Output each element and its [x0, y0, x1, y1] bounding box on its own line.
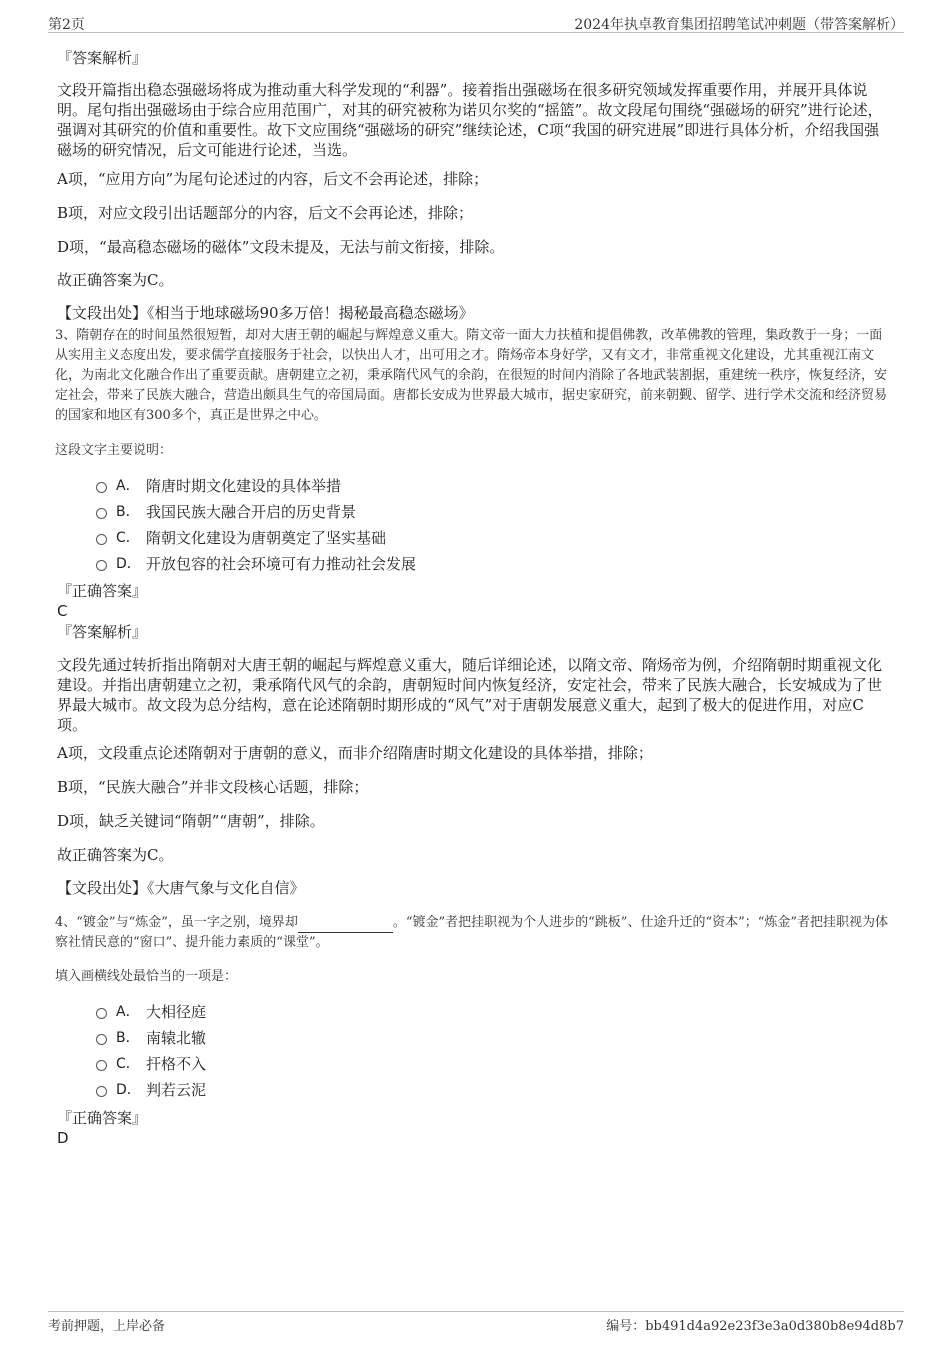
- radio-button[interactable]: [96, 534, 107, 545]
- radio-button[interactable]: [96, 560, 107, 571]
- page-header: [48, 12, 904, 33]
- q4-answer: D: [57, 1129, 69, 1147]
- q2-source: 【文段出处】《相当于地球磁场90多万倍！揭秘最高稳态磁场》: [57, 304, 474, 322]
- q4-option-a[interactable]: A． 大相径庭: [96, 1002, 206, 1022]
- page-footer: [48, 1311, 904, 1336]
- q2-analysis-option-d: D项，“最高稳态磁场的磁体”文段未提及，无法与前文衔接，排除。: [57, 238, 505, 256]
- radio-button[interactable]: [96, 1008, 107, 1019]
- q4-prompt: 填入画横线处最恰当的一项是：: [55, 969, 238, 984]
- radio-button[interactable]: [96, 508, 107, 519]
- q2-analysis-paragraph: 文段开篇指出稳态强磁场将成为推动重大科学发现的“利器”。接着指出强磁场在很多研究领域发挥重要作用，并展开具体说明。尾句指出强磁场由于综合应用范围广，对其的研究被称为诺贝尔奖的“摇篮”。故文段尾句围绕“强磁场的研究”进行论述，强调对其研究的价值和重要性。故下文应围绕“强磁场的研究”继续论述，C项“我国的研究进展”即进行具体分析，介绍我国强磁场的研究情况，后文可能进行论述，当选。: [57, 81, 883, 159]
- q4-option-b[interactable]: B． 南辕北辙: [96, 1028, 206, 1048]
- q3-option-d[interactable]: D． 开放包容的社会环境可有力推动社会发展: [96, 554, 416, 574]
- q3-conclusion: 故正确答案为C。: [57, 846, 174, 864]
- q2-conclusion: 故正确答案为C。: [57, 271, 174, 289]
- q2-analysis-option-a: A项，“应用方向”为尾句论述过的内容，后文不会再论述，排除；: [57, 170, 489, 188]
- q3-option-c[interactable]: C． 隋朝文化建设为唐朝奠定了坚实基础: [96, 528, 386, 548]
- page-number: 第2页: [48, 17, 85, 33]
- q3-analysis-option-b: B项，“民族大融合”并非文段核心话题，排除；: [57, 778, 369, 796]
- q4-stem: 4、“镀金”与“炼金”，虽一字之别，境界却 。“镀金”者把挂职视为个人进步的“跳板”、仕途升迁的“资本”；“炼金”者把挂职视为体察社情民意的“窗口”、提升能力素质的“课堂”。: [55, 915, 889, 950]
- q2-analysis-label: 『答案解析』: [57, 49, 148, 67]
- radio-button[interactable]: [96, 1034, 107, 1045]
- q3-option-b[interactable]: B． 我国民族大融合开启的历史背景: [96, 502, 356, 522]
- radio-button[interactable]: [96, 1060, 107, 1071]
- fill-blank: [298, 918, 393, 933]
- q3-answer: C: [57, 602, 68, 620]
- radio-button[interactable]: [96, 482, 107, 493]
- q4-option-c[interactable]: C． 扞格不入: [96, 1054, 206, 1074]
- document-id: 编号：bb491d4a92e23f3e3a0d380b8e94d8b7: [606, 1319, 904, 1334]
- q3-analysis-paragraph: 文段先通过转折指出隋朝对大唐王朝的崛起与辉煌意义重大，随后详细论述，以隋文帝、隋炀帝为例，介绍隋朝时期重视文化建设。并指出唐朝建立之初，秉承隋代风气的余韵，唐朝短时间内恢复经济，安定社会，带来了民族大融合，长安城成为了世界最大城市。故文段为总分结构，意在论述隋朝时期形成的“风气”对于唐朝发展意义重大，起到了极大的促进作用，对应C项。: [57, 656, 883, 734]
- q3-source: 【文段出处】《大唐气象与文化自信》: [57, 879, 305, 897]
- footer-slogan: 考前押题，上岸必备: [48, 1319, 166, 1334]
- q3-answer-label: 『正确答案』: [57, 582, 148, 600]
- q3-prompt: 这段文字主要说明：: [55, 443, 173, 458]
- q3-stem: 3、隋朝存在的时间虽然很短暂，却对大唐王朝的崛起与辉煌意义重大。隋文帝一面大力扶植和提倡佛教，改革佛教的管理，集政教于一身；一面从实用主义态度出发，要求儒学直接服务于社会，以快出人才，出可用之才。隋炀帝本身好学，又有文才，非常重视文化建设，尤其重视江南文化，为南北文化融合作出了重要贡献。唐朝建立之初，秉承隋代风气的余韵，在很短的时间内消除了各地武装割据，重建统一秩序，恢复经济，安定社会，带来了民族大融合，营造出颇具生气的帝国局面。唐都长安成为世界最大城市，据史家研究，前来朝觐、留学、进行学术交流和经济贸易的国家和地区有300多个，真正是世界之中心。: [55, 328, 888, 423]
- q4-option-d[interactable]: D． 判若云泥: [96, 1080, 206, 1100]
- document-title: 2024年执卓教育集团招聘笔试冲刺题（带答案解析）: [574, 17, 904, 33]
- radio-button[interactable]: [96, 1086, 107, 1097]
- q4-answer-label: 『正确答案』: [57, 1109, 148, 1127]
- q3-analysis-label: 『答案解析』: [57, 623, 148, 641]
- q2-analysis-option-b: B项，对应文段引出话题部分的内容，后文不会再论述，排除；: [57, 204, 474, 222]
- q3-analysis-option-d: D项，缺乏关键词“隋朝”“唐朝”，排除。: [57, 812, 325, 830]
- q3-analysis-option-a: A项，文段重点论述隋朝对于唐朝的意义，而非介绍隋唐时期文化建设的具体举措，排除；: [57, 744, 653, 762]
- q3-option-a[interactable]: A． 隋唐时期文化建设的具体举措: [96, 476, 341, 496]
